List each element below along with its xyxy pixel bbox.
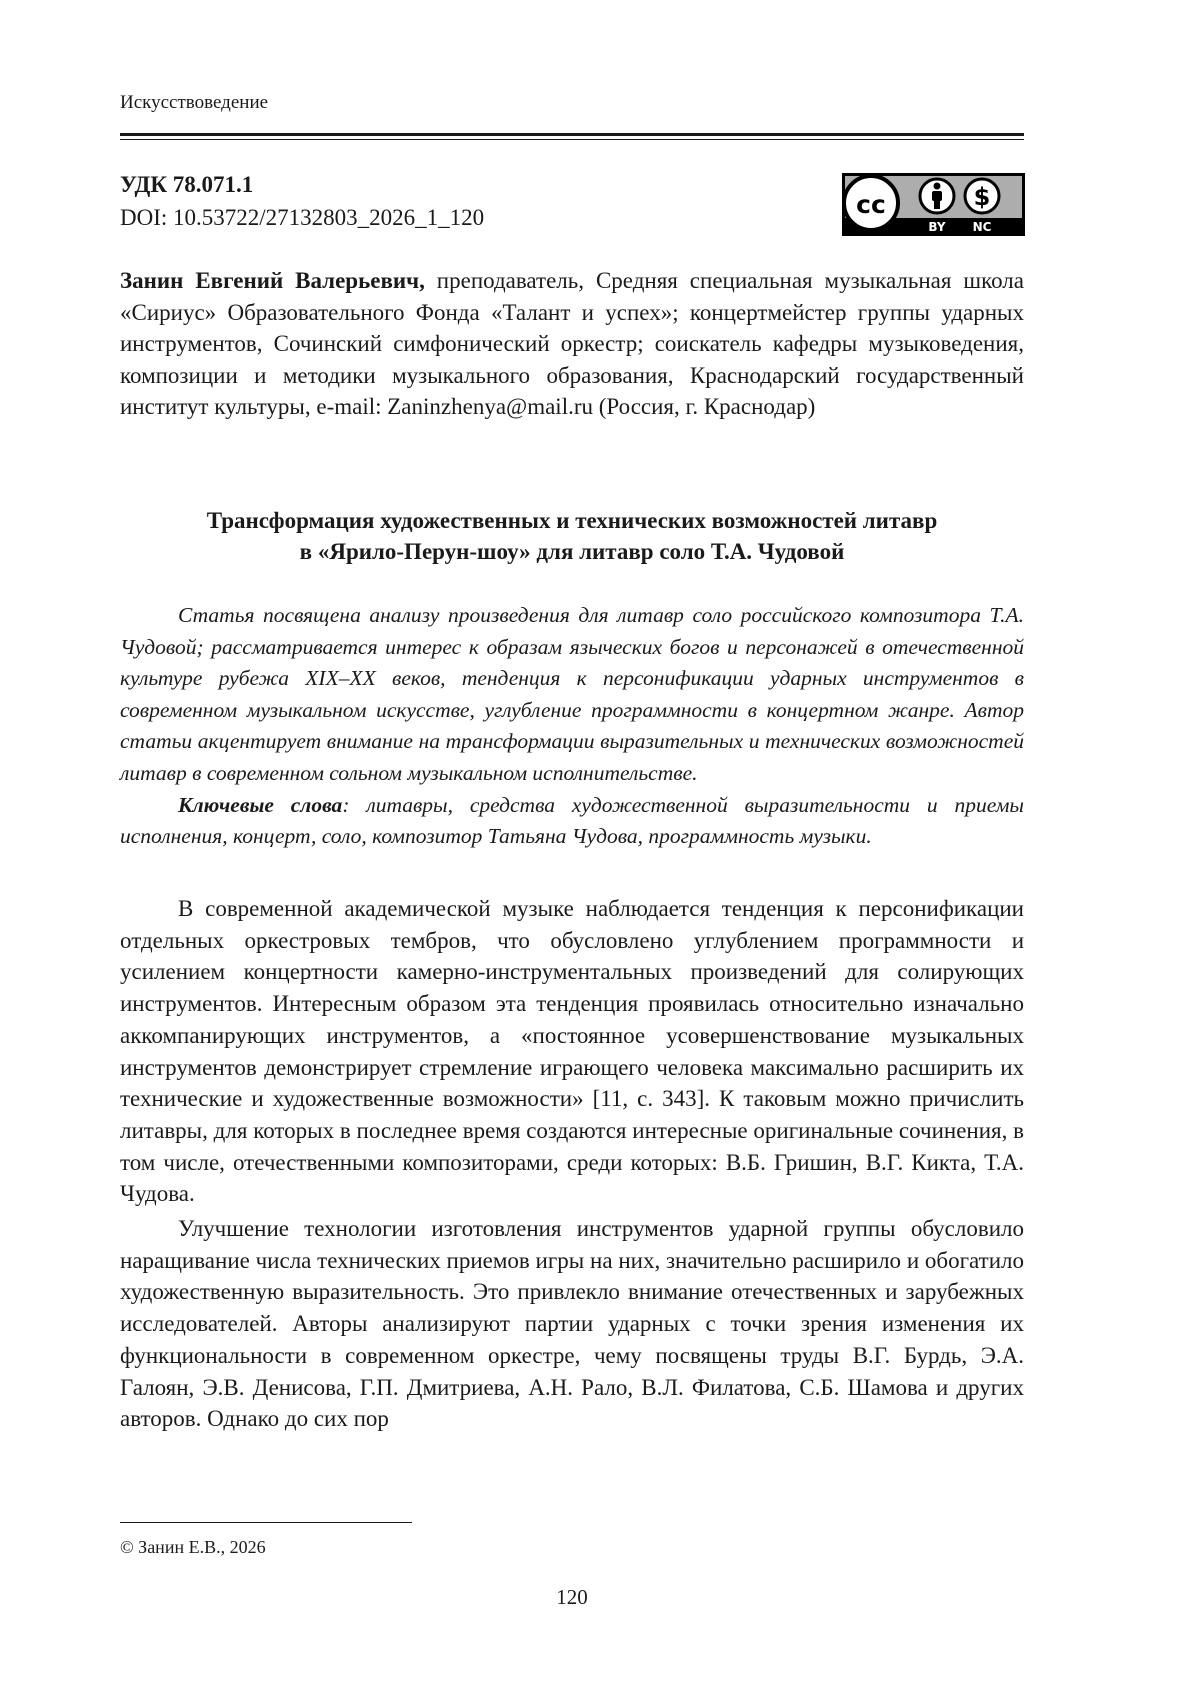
abstract bbox=[120, 600, 1024, 853]
page-number: 120 bbox=[556, 1585, 588, 1609]
body-paragraph: Улучшение технологии изготовления инструментов ударной группы обусловило наращивание числа технических приемов игры на них, значительно расширило и обогатило художественную выразительность. Это привлекло внимание отечественных и зарубежных исследователей. Авторы анализируют партии ударных с точки зрения изменения их функциональности в современном оркестре, чему посвящены труды В.Г. Бурдь, Э.А. Галоян, Э.В. Денисова, Г.П. Дмитриева, А.Н. Рало, В.Л. Филатова, С.Б. Шамова и других авторов. Однако до сих пор bbox=[120, 1216, 1024, 1432]
running-header: Искусствоведение bbox=[120, 92, 269, 113]
article-title-line-2: в «Ярило-Перун-шоу» для литавр соло Т.А. Чудовой bbox=[299, 539, 845, 564]
keywords-list: : литавры, средства художественной выразительности и приемы исполнения, концерт, соло, композитор Татьяна Чудова, программность музыки. bbox=[120, 792, 1024, 849]
license-badge-graphic bbox=[842, 173, 1025, 236]
svg-text:NC: NC bbox=[972, 220, 992, 234]
svg-text:$: $ bbox=[973, 183, 991, 211]
svg-text:BY: BY bbox=[928, 220, 946, 234]
header-rule-thick bbox=[120, 133, 1024, 136]
abstract-text: Статья посвящена анализу произведения для литавр соло российского композитора Т.А. Чудовой; рассматривается интерес к образам языческих богов и персонажей в отечественной культуре рубежа XIX–XX веков, тенденция к персонификации ударных инструментов в современном музыкальном искусстве, углубление программности в концертном жанре. Автор статьи акцентирует внимание на трансформации выразительных и технических возможностей литавр в современном сольном музыкальном исполнительстве. bbox=[120, 603, 1024, 785]
author-details: преподаватель, Средняя специальная музыкальная школа «Сириус» Образовательного Фонда «Талант и успех»; концертмейстер группы ударных инструментов, Сочинский симфонический оркестр; соискатель кафедры музыковедения, композиции и методики музыкального образования, Краснодарский государственный институт культуры, e-mail: Zaninzhenya@mail.ru (Россия, г. Краснодар) bbox=[120, 268, 1024, 420]
copyright-notice: © Занин Е.В., 2026 bbox=[120, 1537, 266, 1557]
keywords-label: Ключевые слова bbox=[178, 792, 343, 817]
author-name: Занин Евгений Валерьевич, bbox=[120, 268, 425, 293]
udk-code: УДК 78.071.1 bbox=[120, 172, 254, 197]
keywords bbox=[120, 790, 1024, 853]
author-info bbox=[120, 265, 1024, 423]
cc-by-nc-icon[interactable] bbox=[842, 173, 1025, 236]
doi-link[interactable]: DOI: 10.53722/27132803_2026_1_120 bbox=[120, 205, 485, 230]
body-paragraph: В современной академической музыке наблюдается тенденция к персонификации отдельных оркестровых тембров, что обусловлено углублением программности и усилением концертности камерно-инструментальных произведений для солирующих инструментов. Интересным образом эта тенденция проявилась относительно изначально аккомпанирующих инструментов, а «постоянное усовершенствование музыкальных инструментов демонстрирует стремление играющего человека максимально расширить их технические и художественные возможности» [11, с. 343]. К таковым можно причислить литавры, для которых в последнее время создаются интересные оригинальные сочинения, в том числе, отечественными композиторами, среди которых: В.Б. Гришин, В.Г. Кикта, Т.А. Чудова. bbox=[120, 896, 1024, 1207]
svg-text:cc: cc bbox=[856, 190, 886, 219]
footnote-rule bbox=[120, 1522, 412, 1523]
article-body bbox=[120, 893, 1024, 1438]
article-title-line-1: Трансформация художественных и технических возможностей литавр bbox=[206, 508, 938, 533]
article-title bbox=[120, 505, 1024, 567]
header-rule-thin bbox=[120, 139, 1024, 140]
